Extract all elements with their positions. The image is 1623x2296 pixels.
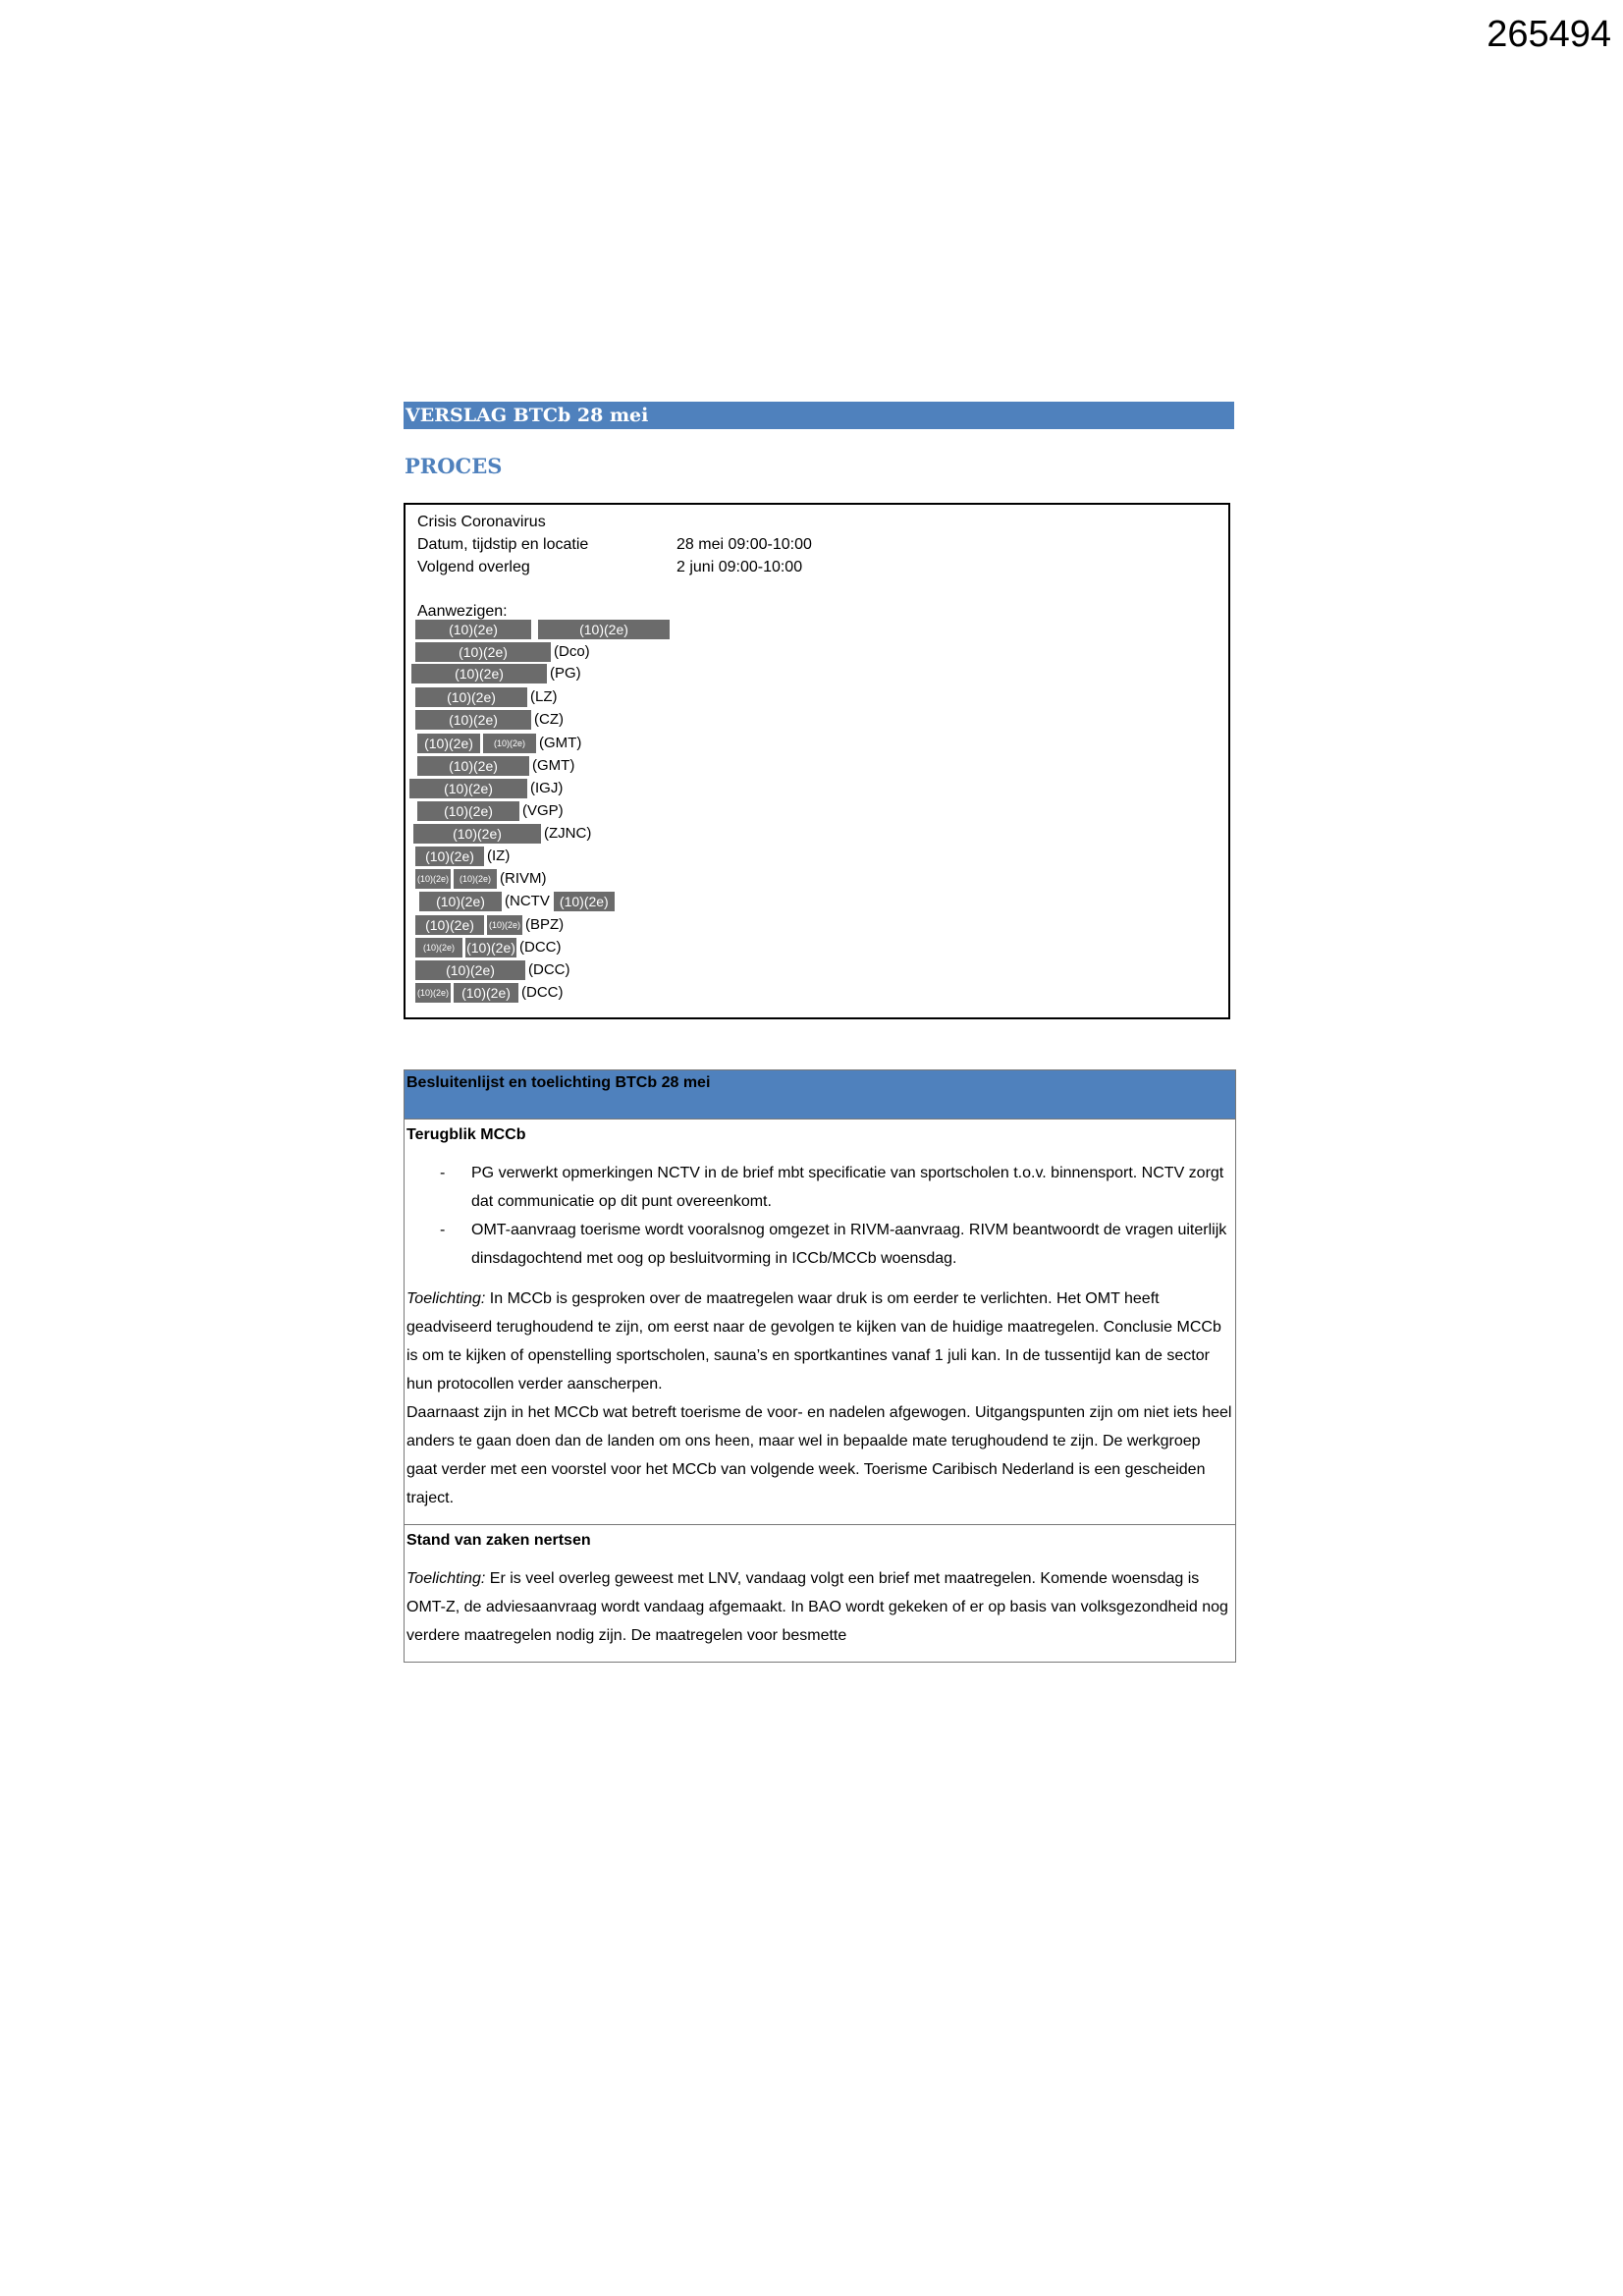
redaction-block: (10)(2e) <box>454 869 497 889</box>
redaction-block: (10)(2e) <box>415 869 451 889</box>
attendee-org: (ZJNC) <box>544 825 592 842</box>
toelichting-text: Er is veel overleg geweest met LNV, vandaag volgt een brief met maatregelen. Komende woensdag is OMT-Z, de adviesaanvraag wordt vandaag afgemaakt. In BAO wordt gekeken of er op basis van volksgezondheid nog verdere maatregelen nodig zijn. De maatregelen voor besmette <box>406 1570 1228 1644</box>
attendee-org: (GMT) <box>532 757 575 774</box>
attendee-org: (RIVM) <box>500 870 547 887</box>
attendee-org: (GMT) <box>539 735 582 751</box>
toelichting-paragraph <box>406 1285 1233 1398</box>
attendee-row <box>415 847 510 866</box>
attendee-org: (Dco) <box>554 643 590 660</box>
attendee-org: (NCTV <box>505 893 550 909</box>
section-nertsen <box>405 1525 1235 1662</box>
redaction-block: (10)(2e) <box>417 756 529 776</box>
redaction-block: (10)(2e) <box>415 938 462 957</box>
redaction-block: (10)(2e) <box>466 940 515 956</box>
toelichting-text: In MCCb is gesproken over de maatregelen waar druk is om eerder te verlichten. Het OMT heeft geadviseerd terughoudend te zijn, om eerst naar de gevolgen te kijken van de huidige maatregelen. Conclusie MCCb is om te kijken of openstelling sportscholen, sauna’s en sportkantines vanaf 1 juli kan. In de tussentijd kan de sector hun protocollen verder aanscherpen. <box>406 1290 1221 1393</box>
attendee-row <box>417 734 581 753</box>
section-title: Stand van zaken nertsen <box>406 1532 591 1549</box>
info-row-datum <box>417 533 908 556</box>
attendee-row <box>411 664 581 683</box>
redaction-block: (10)(2e) <box>487 915 522 935</box>
redaction-block: (10)(2e) <box>417 801 519 821</box>
attendee-row <box>415 687 558 707</box>
section-terugblik <box>405 1120 1235 1525</box>
info-label: Volgend overleg <box>417 559 530 575</box>
redaction-block: (10)(2e) <box>415 983 451 1003</box>
attendee-row <box>415 710 564 730</box>
attendee-row <box>415 869 547 889</box>
attendee-org: (IZ) <box>487 847 511 864</box>
attendee-row <box>415 960 570 980</box>
attendee-row <box>415 642 590 662</box>
bullet-text: PG verwerkt opmerkingen NCTV in de brief mbt specificatie van sportscholen t.o.v. binnensport. NCTV zorgt dat communicatie op dit punt overeenkomt. <box>471 1165 1224 1210</box>
redaction-block: (10)(2e) <box>415 710 531 730</box>
attendee-row <box>415 938 562 957</box>
list-item <box>406 1216 1233 1273</box>
attendee-org: (PG) <box>550 665 581 682</box>
bullet-text: OMT-aanvraag toerisme wordt vooralsnog omgezet in RIVM-aanvraag. RIVM beantwoordt de vragen uiterlijk dinsdagochtend met oog op besluitvorming in ICCb/MCCb woensdag. <box>471 1222 1227 1267</box>
info-value: 2 juni 09:00-10:00 <box>676 559 803 575</box>
redaction-block: (10)(2e) <box>409 779 527 798</box>
info-row-volgend <box>417 556 908 578</box>
attendee-org: (VGP) <box>522 802 564 819</box>
attendee-org: (DCC) <box>528 961 570 978</box>
redaction-block: (10)(2e) <box>415 642 551 662</box>
toelichting-label: Toelichting: <box>406 1290 486 1307</box>
attendee-row <box>409 779 563 798</box>
report-title: VERSLAG BTCb 28 mei <box>404 402 1234 429</box>
redaction-block: (10)(2e) <box>413 824 541 844</box>
redaction-block: (10)(2e) <box>415 847 484 866</box>
redaction-block: (10)(2e) <box>483 734 536 753</box>
attendee-org: (CZ) <box>534 711 564 728</box>
redaction-block: (10)(2e) <box>538 620 670 639</box>
list-item <box>406 1159 1233 1216</box>
section-title: Terugblik MCCb <box>406 1126 526 1143</box>
redaction-block: (10)(2e) <box>415 620 531 639</box>
attendee-org: (DCC) <box>519 939 562 956</box>
info-label: Datum, tijdstip en locatie <box>417 536 589 553</box>
attendee-row <box>415 983 564 1003</box>
redaction-block: (10)(2e) <box>554 892 615 911</box>
attendee-org: (LZ) <box>530 688 558 705</box>
redaction-block: (10)(2e) <box>411 664 547 683</box>
attendee-row <box>413 824 591 844</box>
attendee-org: (IGJ) <box>530 780 564 796</box>
attendee-org: (DCC) <box>521 984 564 1001</box>
section-heading-proces: PROCES <box>405 454 503 478</box>
redaction-block: (10)(2e) <box>415 687 527 707</box>
redaction-block: (10)(2e) <box>454 983 518 1003</box>
decisions-header: Besluitenlijst en toelichting BTCb 28 mei <box>405 1070 1235 1120</box>
bullet-dash: - <box>440 1222 446 1238</box>
attendees-label: Aanwezigen: <box>417 603 508 620</box>
attendee-row <box>417 756 574 776</box>
document-number: 265494 <box>1487 14 1611 55</box>
bullet-dash: - <box>440 1165 446 1181</box>
info-value: 28 mei 09:00-10:00 <box>676 536 812 553</box>
bullet-list <box>406 1159 1233 1273</box>
attendee-row <box>415 620 673 639</box>
attendee-row <box>417 801 564 821</box>
attendee-org: (BPZ) <box>525 916 565 933</box>
redaction-block: (10)(2e) <box>415 915 484 935</box>
attendee-row <box>415 915 564 935</box>
redaction-block: (10)(2e) <box>419 892 502 911</box>
proces-box <box>404 503 1230 1019</box>
redaction-block: (10)(2e) <box>417 734 480 753</box>
attendee-row <box>419 892 618 911</box>
toelichting-paragraph <box>406 1564 1233 1650</box>
crisis-name: Crisis Coronavirus <box>417 514 546 530</box>
toelichting-label: Toelichting: <box>406 1570 486 1587</box>
extra-paragraph: Daarnaast zijn in het MCCb wat betreft toerisme de voor- en nadelen afgewogen. Uitgangspunten zijn om niet iets heel anders te gaan doen dan de landen om ons heen, maar wel in bepaalde mate terughoudend te zijn. De werkgroep gaat verder met een voorstel voor het MCCb van volgende week. Toerisme Caribisch Nederland is een gescheiden traject. <box>406 1404 1232 1506</box>
decisions-table <box>404 1069 1236 1663</box>
redaction-block: (10)(2e) <box>415 960 525 980</box>
